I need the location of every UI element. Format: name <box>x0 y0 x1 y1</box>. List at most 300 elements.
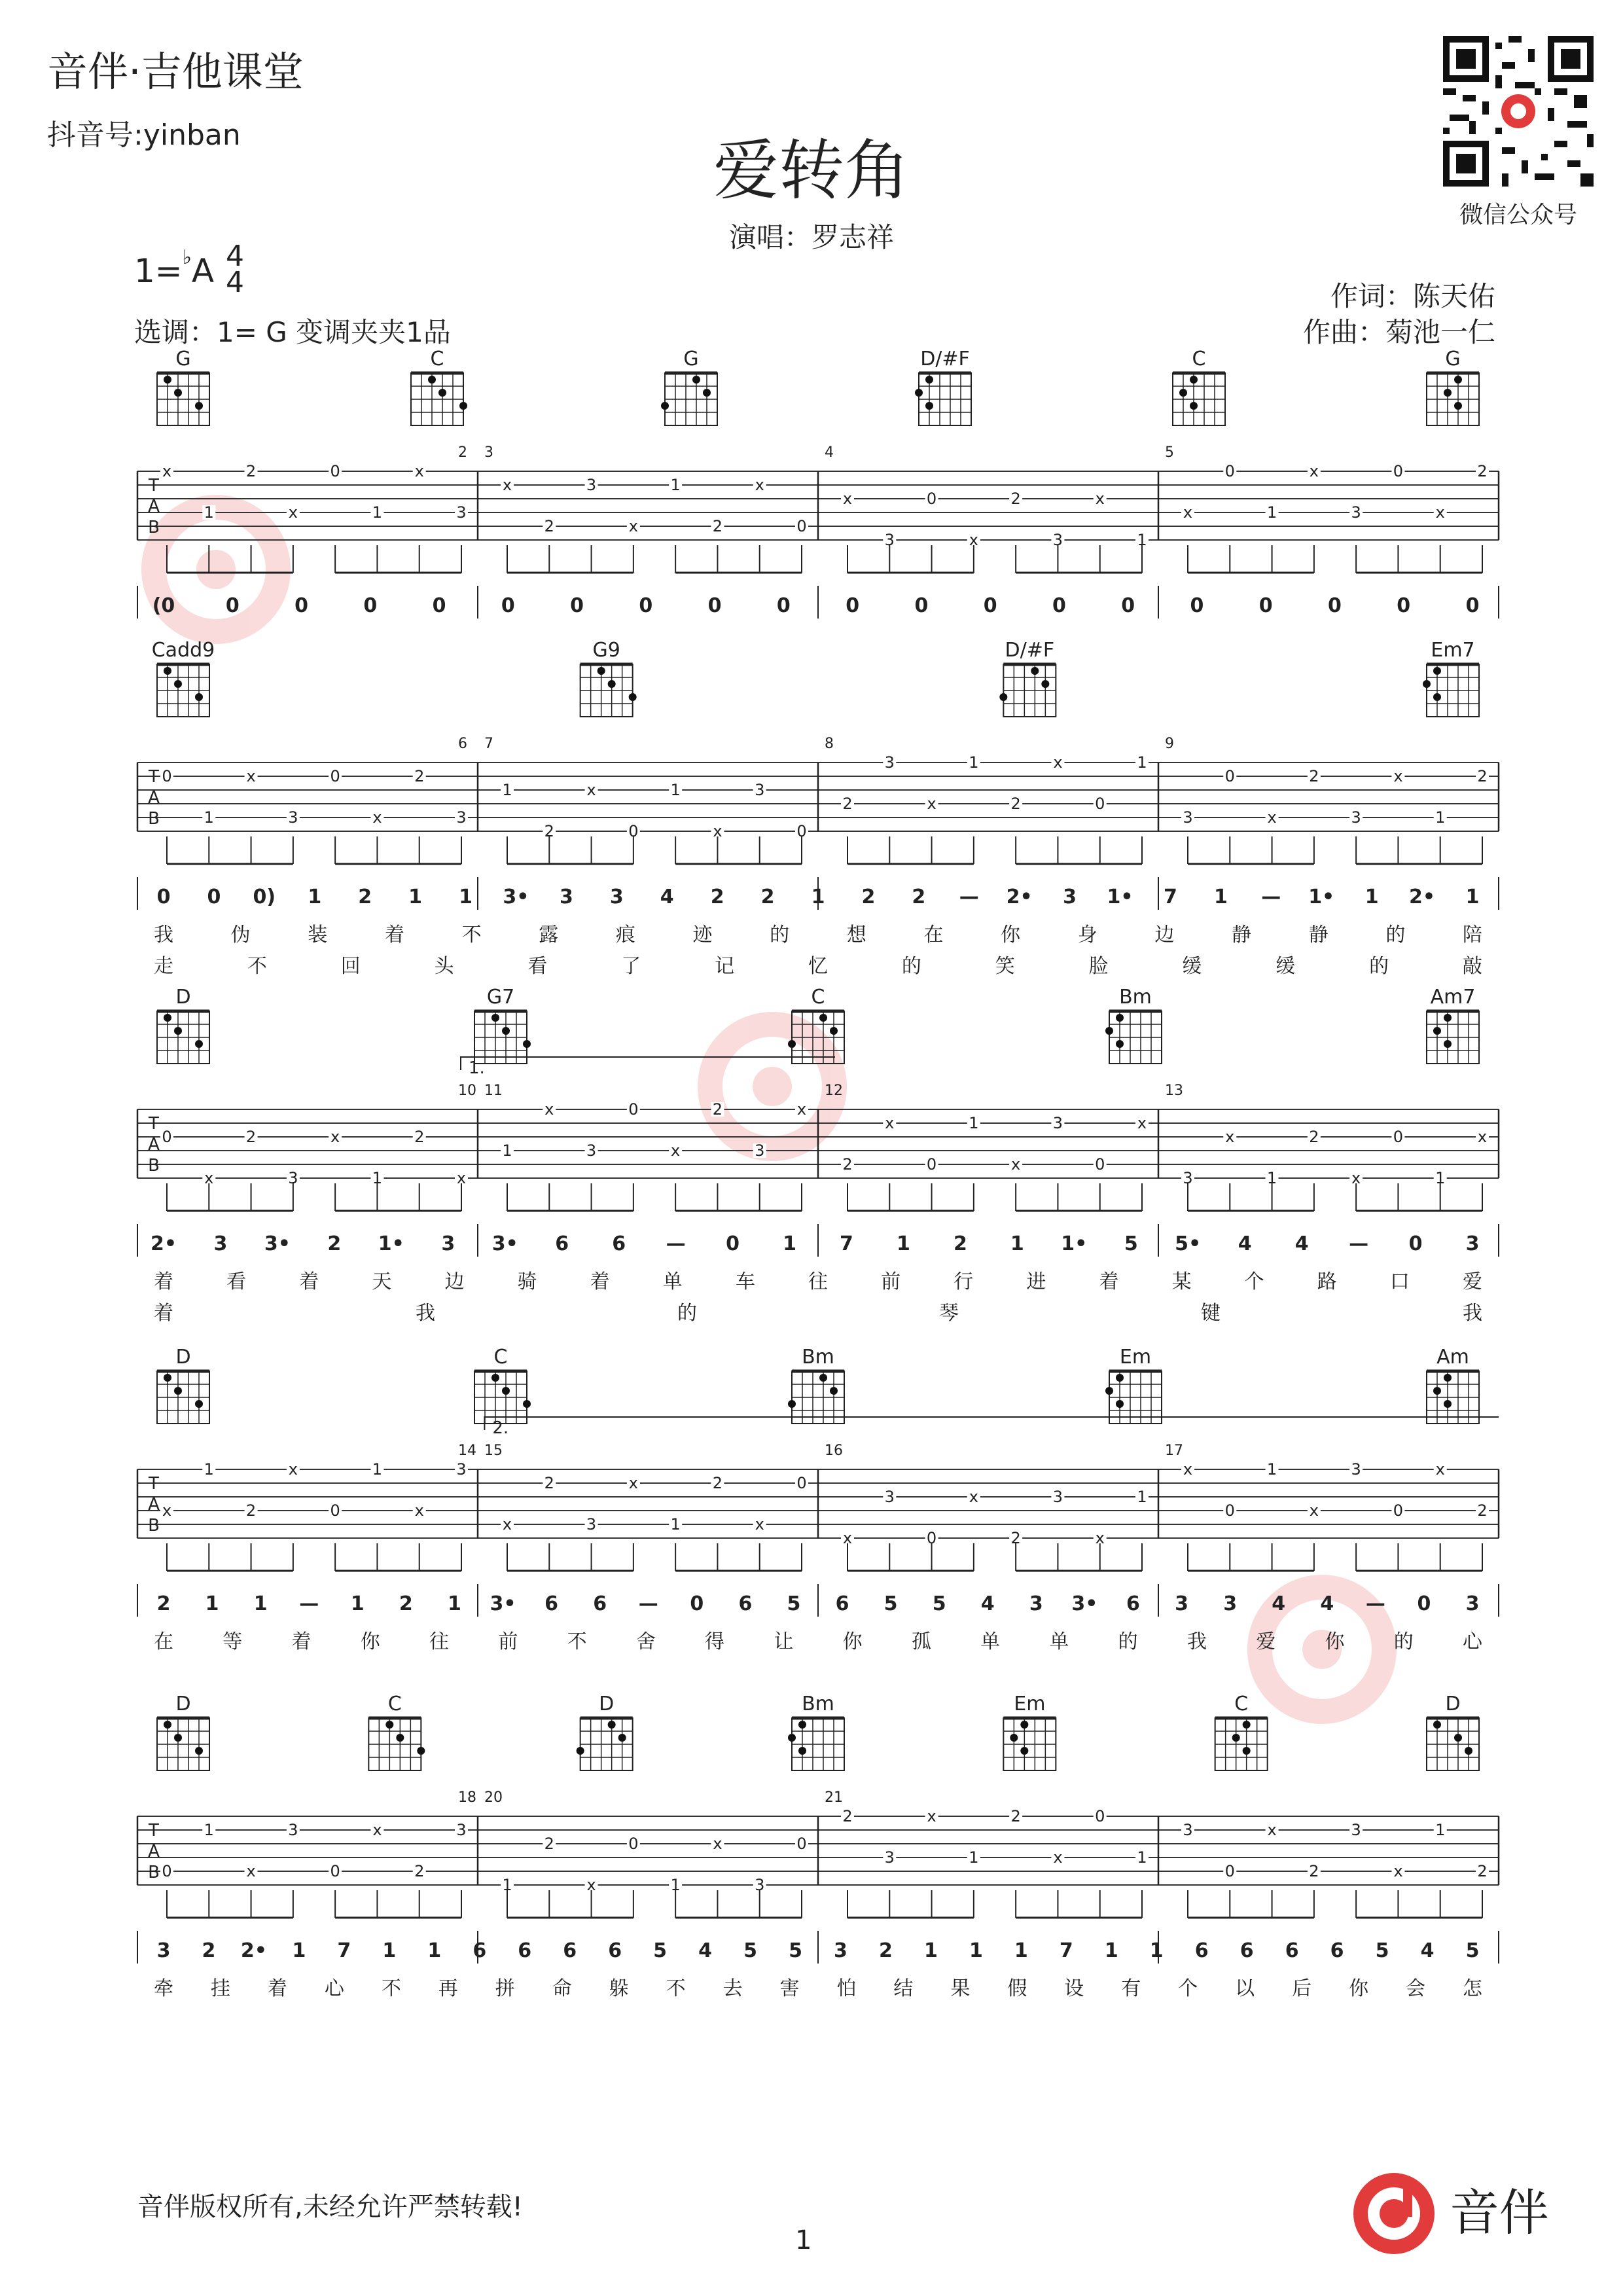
jianpu-note: 5 <box>787 1592 801 1615</box>
chord-finger-dot <box>1116 1374 1124 1382</box>
jianpu-note: 0 <box>156 886 171 908</box>
jianpu-note: 7 <box>840 1232 853 1255</box>
lyric-char: 拼 <box>495 1977 515 2000</box>
jianpu-note: 6 <box>1285 1939 1299 1962</box>
tab-note: x <box>1435 1460 1445 1479</box>
tab-note: x <box>1351 1169 1361 1187</box>
page-number: 1 <box>795 2225 812 2255</box>
jianpu-note: 6 <box>544 1592 559 1615</box>
jianpu-note: 1 <box>923 1939 938 1962</box>
tab-note: 2 <box>842 1807 853 1825</box>
tab-note: x <box>586 781 596 799</box>
tab-note: 3 <box>456 503 467 522</box>
jianpu-note: 3• <box>1071 1592 1098 1615</box>
jianpu-note: 6 <box>1330 1939 1344 1962</box>
tab-note: x <box>796 1100 807 1119</box>
tab-note: 3 <box>1183 808 1193 827</box>
chord-finger-dot <box>1243 1747 1251 1755</box>
jianpu-note: 6 <box>555 1232 569 1255</box>
jianpu-note: 0 <box>1397 594 1411 617</box>
jianpu-note: 0 <box>776 594 791 617</box>
tab-note: 0 <box>1224 1501 1235 1520</box>
chord-finger-dot <box>1444 1374 1452 1382</box>
measure-number: 4 <box>825 444 834 461</box>
chord-finger-dot <box>502 1387 510 1395</box>
chord-finger-dot <box>1444 389 1452 397</box>
tab-note: 2 <box>1010 1529 1021 1547</box>
tab-note: 1 <box>969 1114 979 1132</box>
chord-finger-dot <box>502 1027 510 1035</box>
lyric-char: 露 <box>539 924 559 946</box>
lyric-char: 心 <box>1463 1630 1482 1653</box>
jianpu-note: 0 <box>570 594 584 617</box>
lyric-char: 键 <box>1201 1302 1221 1325</box>
chord-finger-dot <box>1116 1400 1124 1408</box>
jianpu-note: 3• <box>503 886 529 908</box>
chord-finger-dot <box>1020 1721 1028 1729</box>
jianpu-note: 3 <box>1465 1232 1480 1255</box>
lyric-char: 琴 <box>939 1302 959 1325</box>
chord-finger-dot <box>608 1721 616 1729</box>
chord-finger-dot <box>195 693 203 701</box>
jianpu-note: 5 <box>883 1592 898 1615</box>
jianpu-note: 0 <box>726 1232 740 1255</box>
chord-name: Am7 <box>1430 986 1476 1009</box>
tab-clef-t: T <box>149 767 159 787</box>
brand-name: 音伴·吉他课堂 <box>47 48 304 96</box>
lyric-char: 以 <box>1235 1977 1255 2000</box>
tab-note: 0 <box>330 1862 340 1880</box>
tab-note: 2 <box>1477 767 1488 785</box>
tab-note: x <box>755 476 764 494</box>
lyric-char: 行 <box>954 1270 974 1293</box>
tab-note: 1 <box>204 1460 214 1479</box>
lyric-char: 怕 <box>836 1977 857 2000</box>
jianpu-note: 4 <box>660 886 674 908</box>
chord-finger-dot <box>1116 1014 1124 1022</box>
lyric-char: 陪 <box>1463 924 1482 946</box>
measure-number: 8 <box>825 736 834 752</box>
measure-number: 7 <box>484 736 493 752</box>
tab-note: 2 <box>414 1128 425 1146</box>
tab-note: x <box>502 1515 512 1534</box>
jianpu-note: 4 <box>1272 1592 1286 1615</box>
chord-finger-dot <box>1105 1387 1113 1395</box>
chord-name: G <box>175 348 191 370</box>
tab-note: x <box>1309 1501 1319 1520</box>
chord-name: Em7 <box>1431 639 1475 662</box>
jianpu-note: 0 <box>639 594 653 617</box>
lyric-char: 往 <box>808 1270 828 1293</box>
jianpu-note: 5 <box>932 1592 946 1615</box>
jianpu-note: 0 <box>914 594 929 617</box>
tab-note: 1 <box>1266 503 1277 522</box>
tab-note: x <box>969 531 978 549</box>
tab-note: x <box>1393 1862 1403 1880</box>
jianpu-note: 3 <box>213 1232 228 1255</box>
tab-note: 0 <box>1095 795 1105 813</box>
lyric-char: 着 <box>384 924 404 946</box>
tab-note: x <box>927 1807 936 1825</box>
lyric-char: 着 <box>1099 1270 1119 1293</box>
time-bottom: 4 <box>226 266 244 299</box>
lyric-char: 躲 <box>609 1977 629 2000</box>
lyric-char: 挂 <box>210 1977 230 2000</box>
tab-note: x <box>372 808 382 827</box>
jianpu-note: — <box>299 1592 319 1615</box>
chord-finger-dot <box>1031 667 1039 675</box>
chord-name: D <box>175 1346 191 1369</box>
tab-note: 2 <box>1309 1862 1319 1880</box>
chord-finger-dot <box>1190 376 1198 384</box>
lyric-char: 的 <box>901 955 921 978</box>
tab-note: x <box>1053 1848 1063 1867</box>
jianpu-note: — <box>1349 1232 1369 1255</box>
jianpu-note: 2 <box>202 1939 216 1962</box>
chord-name: Am <box>1436 1346 1469 1369</box>
jianpu-note: — <box>959 886 979 908</box>
jianpu-note: 3• <box>491 1232 518 1255</box>
lyric-char: 前 <box>498 1630 518 1653</box>
lyric-char: 迹 <box>692 924 713 946</box>
tab-note: 1 <box>204 503 214 522</box>
jianpu-note: 1• <box>378 1232 404 1255</box>
tab-note: 3 <box>456 1821 467 1839</box>
jianpu-note: 1 <box>896 1232 910 1255</box>
chord-finger-dot <box>999 693 1007 701</box>
chord-name: C <box>1192 348 1206 370</box>
chord-finger-dot <box>915 389 923 397</box>
tab-note: 3 <box>1351 808 1361 827</box>
tab-note: x <box>544 1100 554 1119</box>
chord-finger-dot <box>1454 1734 1462 1742</box>
jianpu-note: 1 <box>350 1592 365 1615</box>
tab-clef-b: B <box>148 1863 160 1882</box>
chord-finger-dot <box>1179 389 1187 397</box>
tab-note: 1 <box>969 753 979 772</box>
lyric-char: 的 <box>770 924 790 946</box>
jianpu-note: 1 <box>448 1592 461 1615</box>
lyric-char: 害 <box>779 1977 800 2000</box>
tab-note: 2 <box>712 1474 723 1492</box>
jianpu-note: 6 <box>1194 1939 1209 1962</box>
chord-finger-dot <box>608 680 616 688</box>
chord-name: Bm <box>802 1693 834 1715</box>
jianpu-note: — <box>666 1232 686 1255</box>
lyric-char: 爱 <box>1256 1630 1276 1653</box>
jianpu-note: 2 <box>760 886 775 908</box>
tab-note: 3 <box>288 1169 298 1187</box>
measure-number: 11 <box>484 1083 503 1099</box>
tab-note: 3 <box>1351 1460 1361 1479</box>
lyric-char: 了 <box>621 955 641 978</box>
lyric-char: 缓 <box>1275 955 1296 978</box>
chord-name: Bm <box>1119 986 1152 1009</box>
jianpu-note: — <box>1365 1592 1385 1615</box>
tab-note: 0 <box>628 1100 639 1119</box>
jianpu-note: 3• <box>264 1232 291 1255</box>
tab-note: 0 <box>330 1501 340 1520</box>
tab-note: x <box>842 490 853 508</box>
jianpu-note: 1 <box>811 886 825 908</box>
lyric-char: 看 <box>226 1270 247 1293</box>
lyric-char: 不 <box>666 1977 686 2000</box>
measure-number: 20 <box>484 1789 503 1806</box>
tab-note: 1 <box>1435 808 1446 827</box>
lyric-char: 缓 <box>1182 955 1202 978</box>
chord-finger-dot <box>819 1014 827 1022</box>
jianpu-note: 0 <box>294 594 308 617</box>
chord-name: G <box>1445 348 1461 370</box>
tab-note: x <box>288 1460 298 1479</box>
lyric-char: 我 <box>154 924 173 946</box>
jianpu-note: 0 <box>1465 594 1480 617</box>
tab-note: x <box>1267 1821 1277 1839</box>
tab-note: x <box>1267 808 1277 827</box>
tab-note: 3 <box>884 1848 895 1867</box>
tab-note: 2 <box>414 767 425 785</box>
jianpu-note: 3 <box>1063 886 1077 908</box>
tab-note: 3 <box>456 1460 467 1479</box>
tab-note: 0 <box>162 767 172 785</box>
jianpu-note: 3 <box>441 1232 455 1255</box>
chord-finger-dot <box>1433 1387 1441 1395</box>
tab-note: 3 <box>884 753 895 772</box>
lyric-char: 敲 <box>1463 955 1482 978</box>
tab-note: 3 <box>884 1488 895 1506</box>
lyric-char: 个 <box>1244 1270 1264 1293</box>
chord-finger-dot <box>164 1721 171 1729</box>
chord-name: G9 <box>592 639 620 662</box>
measure-number: 3 <box>484 444 493 461</box>
tab-note: 1 <box>204 1821 214 1839</box>
tab-note: x <box>628 1474 638 1492</box>
tab-clef-a: A <box>148 1135 160 1155</box>
chord-finger-dot <box>703 389 711 397</box>
lyric-char: 着 <box>299 1270 319 1293</box>
chord-name: D <box>1445 1693 1461 1715</box>
lyric-char: 天 <box>372 1270 392 1293</box>
tab-note: 1 <box>502 781 512 799</box>
tab-clef-t: T <box>149 1114 159 1134</box>
chord-finger-dot <box>1105 1027 1113 1035</box>
jianpu-note: 1 <box>308 886 322 908</box>
jianpu-note: 6 <box>1240 1939 1254 1962</box>
tab-note: 2 <box>414 1862 425 1880</box>
jianpu-note: 2 <box>156 1592 171 1615</box>
lyric-char: 痕 <box>615 924 635 946</box>
logo-text: 音伴 <box>1450 2183 1549 2242</box>
chord-finger-dot <box>830 1387 838 1395</box>
jianpu-note: 2 <box>327 1232 342 1255</box>
tab-note: 0 <box>330 767 340 785</box>
lyric-char: 着 <box>590 1270 610 1293</box>
tab-note: 0 <box>796 517 807 535</box>
tab-clef-a: A <box>148 788 160 808</box>
chord-name: C <box>1234 1693 1249 1715</box>
tab-note: x <box>755 1515 764 1534</box>
chord-finger-dot <box>1116 1040 1124 1048</box>
jianpu-note: 1 <box>408 886 423 908</box>
lyric-char: 不 <box>381 1977 401 2000</box>
tab-note: x <box>1393 767 1403 785</box>
lyric-char: 你 <box>842 1630 863 1653</box>
chord-finger-dot <box>819 1374 827 1382</box>
chord-name: C <box>430 348 444 370</box>
lyric-char: 的 <box>677 1302 697 1325</box>
tab-clef-a: A <box>148 1495 160 1515</box>
chord-finger-dot <box>428 376 436 384</box>
chord-finger-dot <box>788 1040 796 1048</box>
lyric-char: 前 <box>881 1270 901 1293</box>
tab-clef-t: T <box>149 1474 159 1494</box>
tab-note: x <box>969 1488 978 1506</box>
chord-finger-dot <box>798 1721 806 1729</box>
lyric-char: 得 <box>705 1630 725 1653</box>
lyric-char: 路 <box>1317 1270 1337 1293</box>
lyric-char: 等 <box>223 1630 243 1653</box>
jianpu-note: 2 <box>710 886 724 908</box>
tab-note: 0 <box>796 1474 807 1492</box>
lyric-char: 脸 <box>1088 955 1109 978</box>
lyric-char: 会 <box>1406 1977 1426 2000</box>
tab-note: x <box>1137 1114 1147 1132</box>
jianpu-note: 0 <box>707 594 722 617</box>
lyric-char: 命 <box>552 1977 572 2000</box>
tab-note: 3 <box>1351 1821 1361 1839</box>
tab-note: 2 <box>842 1155 853 1174</box>
lyric-char: 的 <box>1385 924 1406 946</box>
tab-note: 0 <box>796 1835 807 1853</box>
tab-note: x <box>162 462 172 480</box>
tab-note: 1 <box>670 781 681 799</box>
jianpu-note: 0 <box>690 1592 704 1615</box>
jianpu-note: 0 <box>1258 594 1273 617</box>
tab-note: 2 <box>544 1835 554 1853</box>
song-title: 爱转角 <box>713 132 910 209</box>
chord-finger-dot <box>1232 1734 1240 1742</box>
lyric-char: 你 <box>1325 1630 1345 1653</box>
measure-number: 13 <box>1165 1083 1183 1099</box>
jianpu-note: — <box>638 1592 658 1615</box>
lyric-char: 个 <box>1178 1977 1198 2000</box>
chord-name: C <box>387 1693 402 1715</box>
tab-note: x <box>1435 503 1445 522</box>
jianpu-note: 0 <box>1417 1592 1431 1615</box>
lyric-char: 的 <box>1369 955 1389 978</box>
jianpu-note: 3 <box>1223 1592 1238 1615</box>
measure-number: 16 <box>825 1443 843 1459</box>
jianpu-note: 1• <box>1308 886 1335 908</box>
tab-note: 1 <box>1137 753 1147 772</box>
lyric-char: 不 <box>461 924 482 946</box>
chord-finger-dot <box>1454 376 1462 384</box>
key-note: A <box>191 252 215 290</box>
tab-note: 3 <box>288 1821 298 1839</box>
tab-note: 3 <box>1351 503 1361 522</box>
tab-note: 3 <box>755 1141 765 1160</box>
tab-note: 3 <box>1052 1114 1063 1132</box>
lyric-char: 我 <box>1186 1630 1207 1653</box>
jianpu-note: 5 <box>1465 1939 1480 1962</box>
tab-note: 1 <box>1137 1488 1147 1506</box>
jianpu-note: 5 <box>789 1939 802 1962</box>
tab-note: x <box>1053 753 1063 772</box>
jianpu-note: 0) <box>253 886 276 908</box>
tab-note: 1 <box>670 1515 681 1534</box>
lyric-char: 设 <box>1064 1977 1084 2000</box>
jianpu-note: 6 <box>612 1232 626 1255</box>
lyric-char: 某 <box>1171 1270 1192 1293</box>
tab-note: 2 <box>1477 1862 1488 1880</box>
chord-finger-dot <box>491 1014 499 1022</box>
tab-note: x <box>628 517 638 535</box>
tab-note: 3 <box>586 476 597 494</box>
chord-finger-dot <box>164 1374 171 1382</box>
tab-note: 3 <box>456 808 467 827</box>
lyric-char: 在 <box>154 1630 173 1653</box>
tab-note: x <box>456 1169 467 1187</box>
jianpu-note: 0 <box>1190 594 1204 617</box>
tab-clef-t: T <box>149 476 159 495</box>
jianpu-note: 2 <box>358 886 372 908</box>
tab-note: 3 <box>586 1515 597 1534</box>
jianpu-note: 1 <box>969 1939 983 1962</box>
key-prefix: 1= <box>134 252 183 290</box>
tab-note: 0 <box>1224 1862 1235 1880</box>
lyric-char: 想 <box>846 924 866 946</box>
tab-note: 0 <box>162 1862 172 1880</box>
jianpu-note: 6 <box>473 1939 487 1962</box>
tab-note: 0 <box>1095 1807 1105 1825</box>
chord-finger-dot <box>174 389 182 397</box>
jianpu-note: 0 <box>225 594 240 617</box>
chord-finger-dot <box>1010 1734 1018 1742</box>
jianpu-note: 4 <box>1420 1939 1435 1962</box>
tab-note: 3 <box>1052 1488 1063 1506</box>
tab-note: x <box>1095 1529 1105 1547</box>
lyric-char: 后 <box>1292 1977 1312 2000</box>
lyric-char: 忆 <box>808 955 828 978</box>
tab-note: x <box>927 795 936 813</box>
chord-finger-dot <box>523 1040 531 1048</box>
chord-name: Em <box>1119 1346 1152 1369</box>
tab-note: 2 <box>712 517 723 535</box>
lyric-char: 单 <box>1049 1630 1069 1653</box>
chord-finger-dot <box>523 1400 531 1408</box>
lyric-char: 再 <box>438 1977 458 2000</box>
jianpu-note: 0 <box>983 594 997 617</box>
chord-finger-dot <box>618 1734 626 1742</box>
chord-finger-dot <box>174 1027 182 1035</box>
tab-note: x <box>288 503 298 522</box>
lyric-char: 舍 <box>635 1630 656 1653</box>
chord-name: D <box>599 1693 615 1715</box>
tab-note: 2 <box>245 1501 257 1520</box>
jianpu-note: 3 <box>834 1939 847 1962</box>
jianpu-note: 2 <box>879 1939 893 1962</box>
lyric-char: 笑 <box>995 955 1015 978</box>
chord-finger-dot <box>1433 667 1441 675</box>
tab-note: 2 <box>245 462 257 480</box>
chord-name: D/#F <box>920 348 970 370</box>
lyric-char: 爱 <box>1463 1270 1482 1293</box>
jianpu-note: 2 <box>953 1232 967 1255</box>
tab-note: x <box>586 1876 596 1894</box>
tab-note: x <box>1095 490 1105 508</box>
tab-note: 2 <box>1010 490 1021 508</box>
chord-finger-dot <box>1444 1014 1452 1022</box>
